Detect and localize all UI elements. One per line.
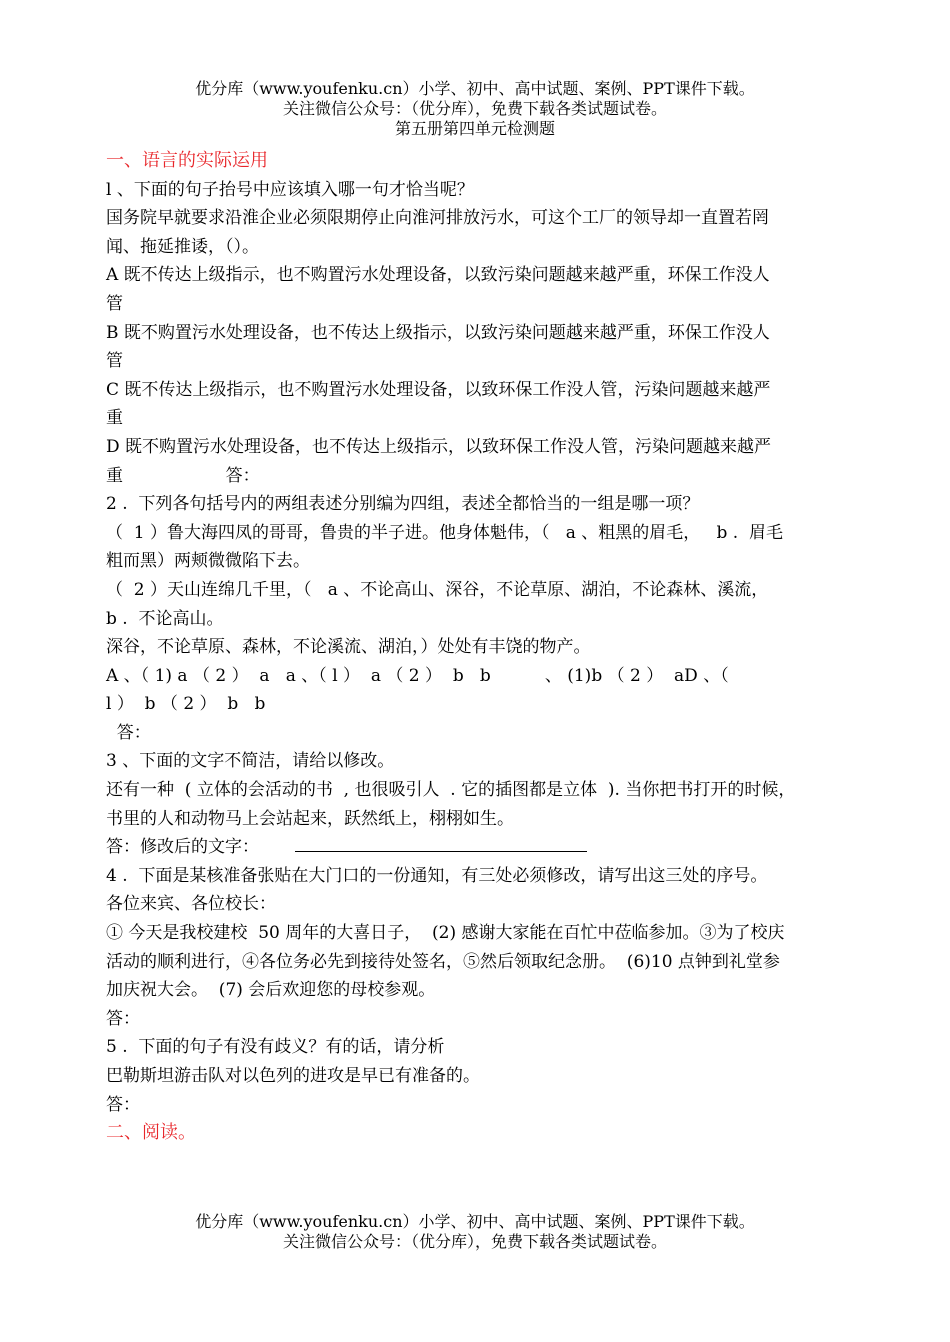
q2-sentence1-1: （ 1 ）鲁大海四凤的哥哥，鲁贵的半子进。他身体魁伟，（ a 、粗黑的眉毛， b . 眉毛: [106, 522, 783, 543]
q1-option-b-1: B 既不购置污水处理设备，也不传达上级指示，以致污染问题越来越严重，环保工作没人: [106, 322, 770, 343]
q2-options-2: l ） b （ 2 ） b b: [106, 694, 266, 715]
document-body: [106, 147, 866, 1148]
q3-text-1: 还有一种 ( 立体的会活动的书 , 也很吸引人 . 它的插图都是立体 ). 当你把书打开的时候，: [106, 780, 796, 801]
q3-answer-label: 答：修改后的文字：: [106, 837, 259, 858]
q3-answer-row: [106, 833, 866, 862]
q4-text-3: 加庆祝大会。 (7) 会后欢迎您的母校参观。: [106, 980, 436, 1001]
section1-heading: 一、语言的实际运用: [106, 150, 268, 171]
footer-line-2: 关注微信公众号：（优分库），免费下载各类试题试卷。: [282, 1232, 667, 1251]
q4-greeting: 各位来宾、各位校长：: [106, 894, 276, 915]
q2-sentence2-2: b . 不论高山。: [106, 608, 224, 629]
q1-passage-2: 闻、拖延推诿，（）。: [106, 236, 259, 257]
page-footer: [0, 1212, 950, 1252]
q3-stem: 3 、下面的文字不简洁，请给以修改。: [106, 751, 395, 772]
q4-stem: 4 . 下面是某核准备张贴在大门口的一份通知，有三处必须修改，请写出这三处的序号。: [106, 865, 768, 886]
q5-answer: 答：: [106, 1094, 140, 1115]
q1-option-a-2: 管: [106, 293, 123, 314]
document-title: 第五册第四单元检测题: [394, 119, 555, 138]
q5-text: 巴勒斯坦游击队对以色列的进攻是早已有准备的。: [106, 1066, 480, 1086]
q1-stem: l 、下面的句子抬号中应该填入哪一句才恰当呢？: [106, 179, 474, 200]
header-line-2: 关注微信公众号：（优分库），免费下载各类试题试卷。: [282, 99, 667, 118]
footer-line-1: 优分库（www.youfenku.cn）小学、初中、高中试题、案例、PPT课件下载。: [195, 1212, 755, 1231]
q3-answer-blank[interactable]: [295, 833, 587, 852]
q2-sentence2-1: （ 2 ）天山连绵几千里，（ a 、不论高山、深谷，不论草原、湖泊，不论森林、溪流，: [106, 579, 769, 600]
page-header: [0, 79, 950, 139]
q1-option-c-2: 重: [106, 408, 123, 429]
q2-options-1: A 、（ 1) a （ 2 ） a a 、（ l ） a （ 2 ） b b 、 (1)b （ 2 ） aD 、（: [106, 665, 729, 686]
q2-stem: 2 . 下列各句括号内的两组表述分别编为四组，表述全都恰当的一组是哪一项？: [106, 494, 700, 515]
q3-text-2: 书里的人和动物马上会站起来，跃然纸上，栩栩如生。: [106, 808, 514, 829]
header-line-1: 优分库（www.youfenku.cn）小学、初中、高中试题、案例、PPT课件下载。: [195, 79, 755, 98]
section2-heading: 二、阅读。: [106, 1122, 196, 1144]
q4-text-1: ① 今天是我校建校 50 周年的大喜日子， (2) 感谢大家能在百忙中莅临参加。③为了校庆: [106, 923, 785, 944]
q1-passage-1: 国务院早就要求沿淮企业必须限期停止向淮河排放污水，可这个工厂的领导却一直置若罔: [106, 208, 769, 229]
q1-option-a-1: A 既不传达上级指示，也不购置污水处理设备，以致污染问题越来越严重，环保工作没人: [106, 265, 770, 286]
q1-option-b-2: 管: [106, 351, 123, 372]
q2-answer: 答：: [106, 722, 151, 743]
q2-sentence2-3: 深谷，不论草原、森林，不论溪流、湖泊，）处处有丰饶的物产。: [106, 637, 591, 658]
q2-sentence1-2: 粗而黑）两颊微微陷下去。: [106, 551, 310, 572]
q1-option-c-1: C 既不传达上级指示，也不购置污水处理设备，以致环保工作没人管，污染问题越来越严: [106, 379, 771, 400]
q4-answer: 答：: [106, 1008, 140, 1029]
q5-stem: 5 . 下面的句子有没有歧义？有的话，请分析: [106, 1037, 445, 1058]
q1-option-d-1: D 既不购置污水处理设备，也不传达上级指示，以致环保工作没人管，污染问题越来越严: [106, 436, 772, 457]
q4-text-2: 活动的顺利进行，④各位务必先到接待处签名，⑤然后领取纪念册。 (6)10 点钟到礼堂参: [106, 951, 780, 972]
q1-option-d-2: 重 答：: [106, 465, 260, 486]
